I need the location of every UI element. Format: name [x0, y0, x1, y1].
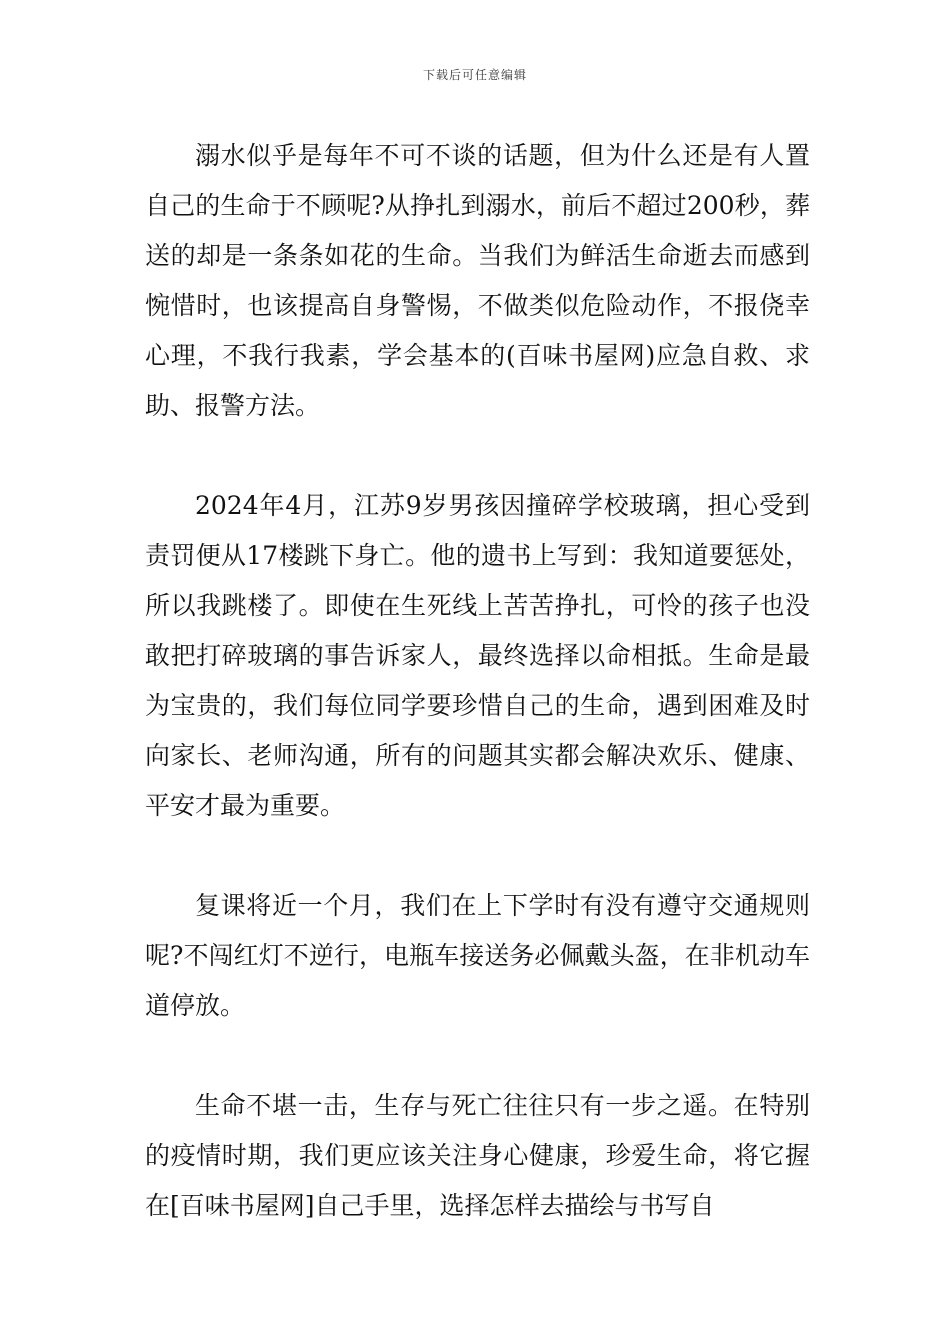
paragraph-jiangsu-boy: 2024年4月，江苏9岁男孩因撞碎学校玻璃，担心受到责罚便从17楼跳下身亡。他的遗书上写到：我知道要惩处，所以我跳楼了。即使在生死线上苦苦挣扎，可怜的孩子也没敢把打碎玻璃的事告诉家人，最终选择以命相抵。生命是最为宝贵的，我们每位同学要珍惜自己的生命，遇到困难及时向家长、老师沟通，所有的问题其实都会解决欢乐、健康、平安才最为重要。	[145, 491, 810, 820]
page-header: 下载后可任意编辑	[422, 68, 527, 82]
paragraph-drowning: 溺水似乎是每年不可不谈的话题，但为什么还是有人置自己的生命于不顾呢?从挣扎到溺水，前后不超过200秒，葬送的却是一条条如花的生命。当我们为鲜活生命逝去而感到惋惜时，也该提高自身警惕，不做类似危险动作，不报侥幸心理，不我行我素，学会基本的(百味书屋网)应急自救、求助、报警方法。	[145, 141, 810, 420]
paragraph-life: 生命不堪一击，生存与死亡往往只有一步之遥。在特别的疫情时期，我们更应该关注身心健康，珍爱生命，将它握在[百味书屋网]自己手里，选择怎样去描绘与书写自	[145, 1091, 810, 1220]
document-body	[145, 131, 810, 1231]
paragraph-traffic: 复课将近一个月，我们在上下学时有没有遵守交通规则呢?不闯红灯不逆行，电瓶车接送务必佩戴头盔，在非机动车道停放。	[145, 891, 810, 1020]
